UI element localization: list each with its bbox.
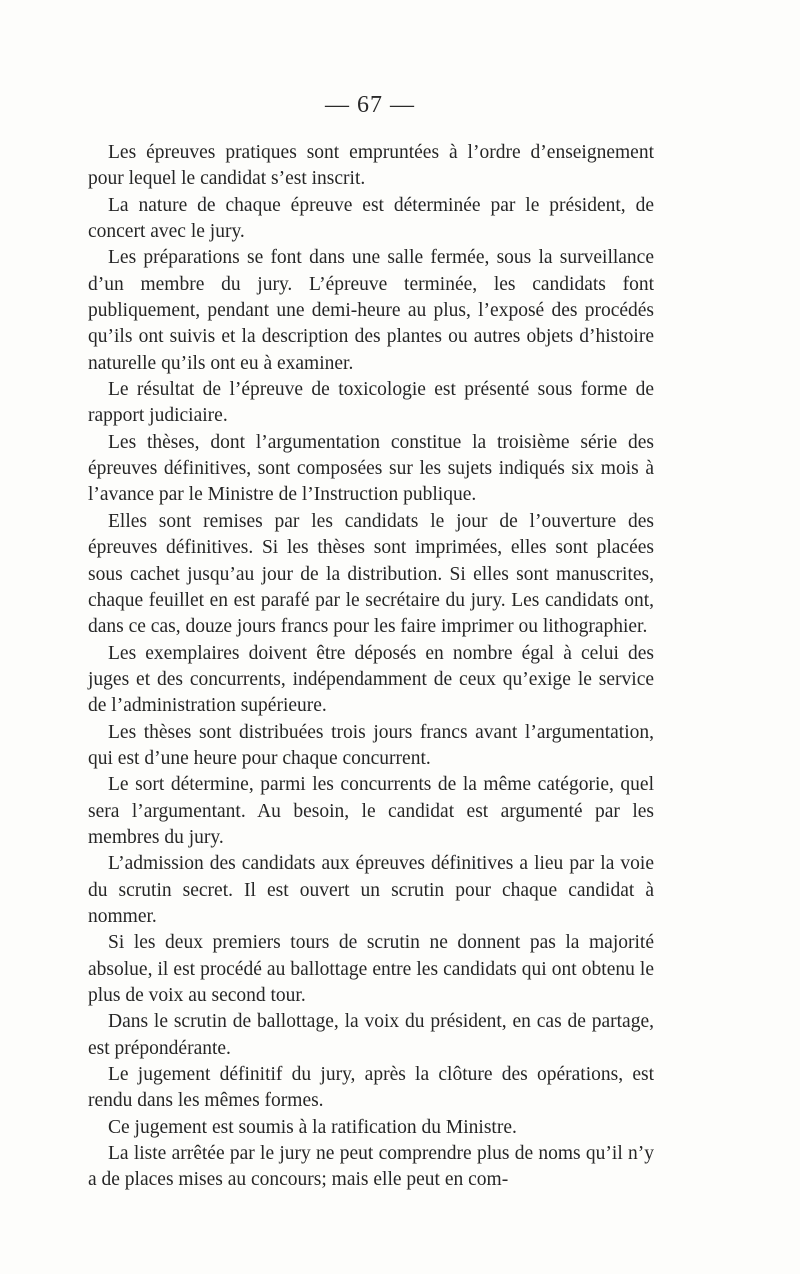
paragraph-12: Dans le scrutin de ballottage, la voix du président, en cas de partage, est prépondérante.	[88, 1011, 654, 1059]
paragraph-3: Les préparations se font dans une salle fermée, sous la surveillance d’un membre du jury. L’épreuve terminée, les candidats font publiquement, pendant une demi-heure au plus, l’exposé des procédés qu’ils ont suivis et la description des plantes ou autres objets d’histoire naturelle qu’ils ont eu à examiner.	[88, 247, 654, 374]
paragraph-10: L’admission des candidats aux épreuves définitives a lieu par la voie du scrutin secret. Il est ouvert un scrutin pour chaque candidat à nommer.	[88, 853, 654, 927]
paragraph-2: La nature de chaque épreuve est déterminée par le président, de concert avec le jury.	[88, 194, 654, 243]
paragraph-4: Le résultat de l’épreuve de toxicologie est présenté sous forme de rapport judiciaire.	[88, 379, 654, 427]
paragraph-11: Si les deux premiers tours de scrutin ne donnent pas la majorité absolue, il est procédé au ballottage entre les candidats qui ont obtenu le plus de voix au second tour.	[88, 932, 654, 1006]
page-number: — 67 —	[325, 92, 415, 118]
paragraph-15: La liste arrêtée par le jury ne peut comprendre plus de noms qu’il n’y a de places mises au concours; mais elle peut en com-	[88, 1143, 654, 1191]
paragraph-6: Elles sont remises par les candidats le jour de l’ouverture des épreuves définitives. Si les thèses sont imprimées, elles sont placées sous cachet jusqu’au jour de la distribution. Si elles sont manuscrites, chaque feuillet en est parafé par le secrétaire du jury. Les candidats ont, dans ce cas, douze jours francs pour les faire imprimer ou lithographier.	[88, 510, 654, 638]
paragraph-14: Ce jugement est soumis à la ratification du Ministre.	[108, 1116, 517, 1138]
paragraph-13: Le jugement définitif du jury, après la clôture des opérations, est rendu dans les mêmes formes.	[88, 1064, 654, 1112]
paragraph-5: Les thèses, dont l’argumentation constitue la troisième série des épreuves définitives, sont composées sur les sujets indiqués six mois à l’avance par le Ministre de l’Instruction publique.	[88, 431, 654, 506]
body-text	[88, 140, 654, 1194]
paragraph-7: Les exemplaires doivent être déposés en nombre égal à celui des juges et des concurrents, indépendamment de ceux qu’exige le service de l’administration supérieure.	[88, 642, 654, 717]
paragraph-8: Les thèses sont distribuées trois jours francs avant l’argumentation, qui est d’une heure pour chaque concurrent.	[88, 721, 654, 769]
paragraph-9: Le sort détermine, parmi les concurrents de la même catégorie, quel sera l’argumentant. Au besoin, le candidat est argumenté par les membres du jury.	[88, 774, 654, 848]
paragraph-1: Les épreuves pratiques sont empruntées à l’ordre d’enseignement pour lequel le candidat s’est inscrit.	[88, 142, 654, 190]
